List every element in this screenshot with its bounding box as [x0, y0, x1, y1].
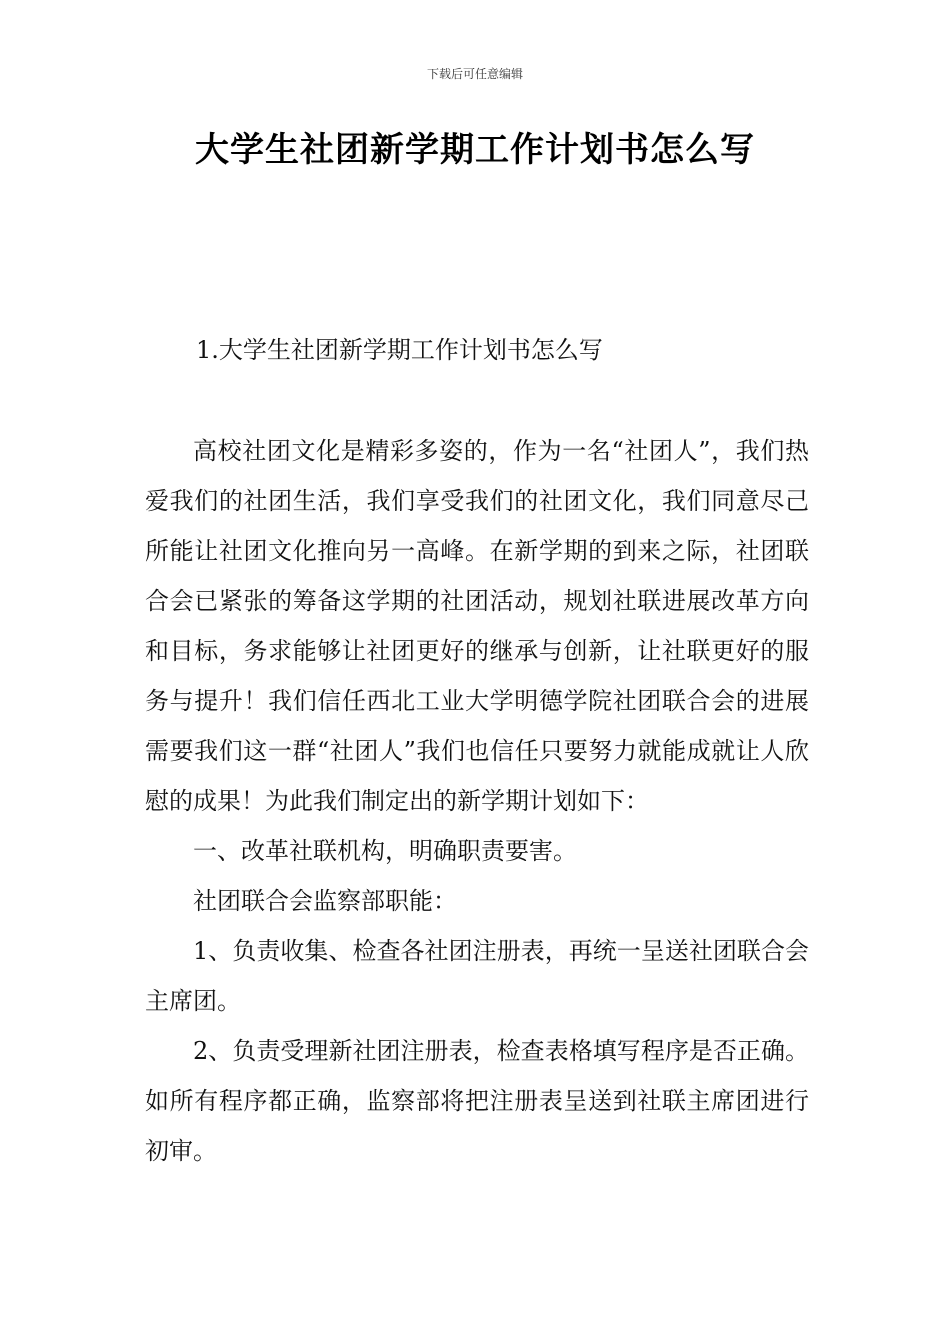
- document-title: 大学生社团新学期工作计划书怎么写: [195, 130, 755, 170]
- document-body: [145, 426, 809, 1176]
- header-note: 下载后可任意编辑: [426, 67, 523, 81]
- paragraph-section-one: 一、改革社联机构，明确职责要害。: [193, 837, 577, 865]
- paragraph-intro: 高校社团文化是精彩多姿的，作为一名“社团人”，我们热爱我们的社团生活，我们享受我们的社团文化，我们同意尽己所能让社团文化推向另一高峰。在新学期的到来之际，社团联合会已紧张的筹备这学期的社团活动，规划社联进展改革方向和目标，务求能够让社团更好的继承与创新，让社联更好的服务与提升！我们信任西北工业大学明德学院社团联合会的进展需要我们这一群“社团人”我们也信任只要努力就能成就让人欣慰的成果！为此我们制定出的新学期计划如下：: [145, 437, 809, 815]
- section-heading: 1.大学生社团新学期工作计划书怎么写: [196, 336, 603, 364]
- paragraph-item-2: 2、负责受理新社团注册表，检查表格填写程序是否正确。如所有程序都正确，监察部将把注册表呈送到社联主席团进行初审。: [145, 1037, 809, 1165]
- paragraph-supervision-dept: 社团联合会监察部职能：: [193, 887, 457, 915]
- paragraph-item-1: 1、负责收集、检查各社团注册表，再统一呈送社团联合会主席团。: [145, 937, 809, 1015]
